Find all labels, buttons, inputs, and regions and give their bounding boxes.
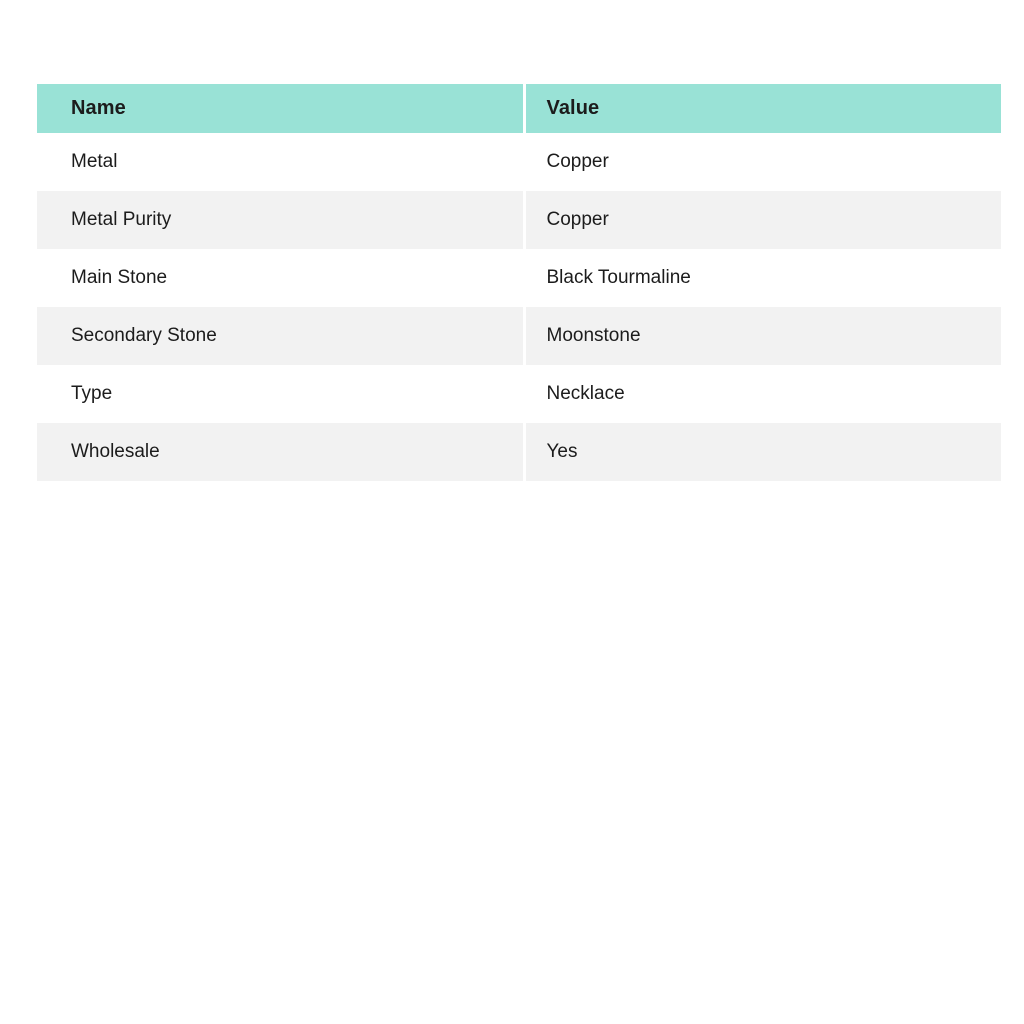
attribute-value-cell: Copper bbox=[524, 191, 1001, 249]
table-body bbox=[37, 133, 1001, 481]
attribute-value-cell: Black Tourmaline bbox=[524, 249, 1001, 307]
table-row bbox=[37, 133, 1001, 191]
attributes-table bbox=[37, 84, 1001, 481]
attribute-value-cell: Yes bbox=[524, 423, 1001, 481]
attribute-name-cell: Secondary Stone bbox=[37, 307, 524, 365]
header-name: Name bbox=[37, 84, 524, 133]
table-head bbox=[37, 84, 1001, 133]
table-row bbox=[37, 423, 1001, 481]
attribute-value-cell: Copper bbox=[524, 133, 1001, 191]
header-value: Value bbox=[524, 84, 1001, 133]
table-row bbox=[37, 365, 1001, 423]
attribute-name-cell: Wholesale bbox=[37, 423, 524, 481]
attribute-name-cell: Type bbox=[37, 365, 524, 423]
attribute-value-cell: Moonstone bbox=[524, 307, 1001, 365]
attribute-name-cell: Metal Purity bbox=[37, 191, 524, 249]
table-row bbox=[37, 191, 1001, 249]
table-row bbox=[37, 249, 1001, 307]
attribute-name-cell: Main Stone bbox=[37, 249, 524, 307]
table-row bbox=[37, 307, 1001, 365]
attribute-value-cell: Necklace bbox=[524, 365, 1001, 423]
attribute-name-cell: Metal bbox=[37, 133, 524, 191]
table-header-row bbox=[37, 84, 1001, 133]
